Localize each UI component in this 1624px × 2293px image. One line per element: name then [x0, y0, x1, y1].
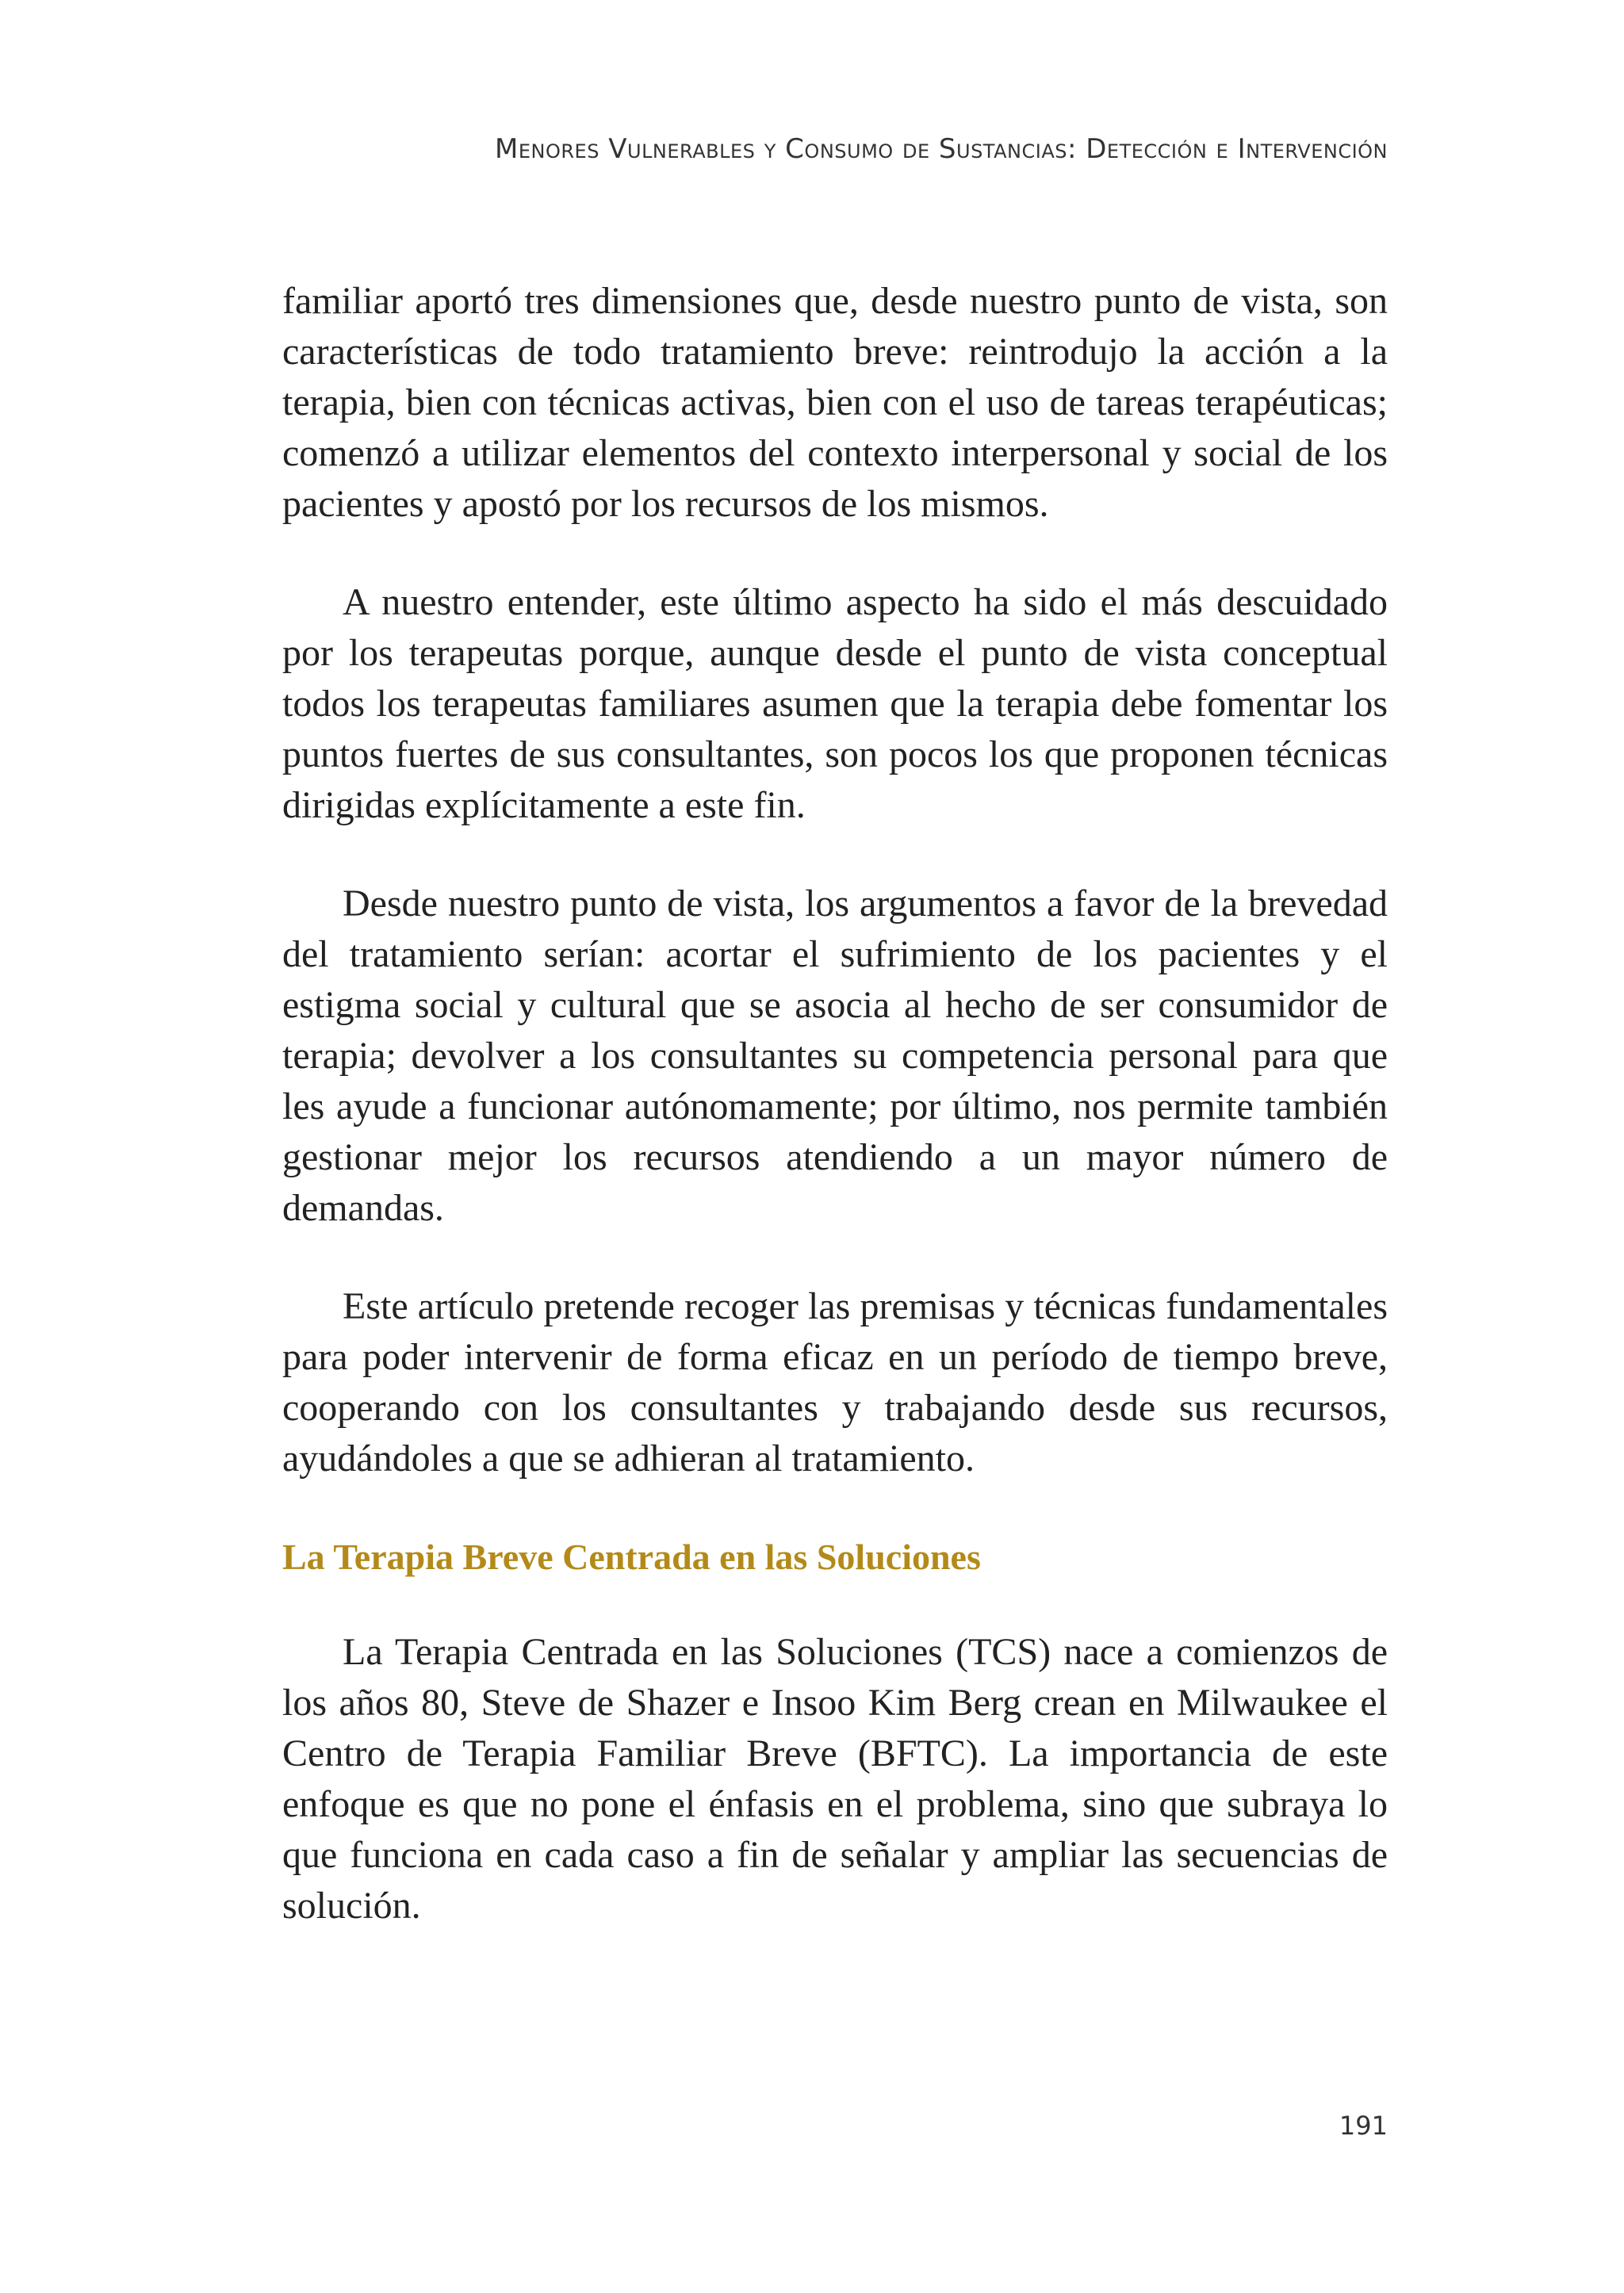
section-heading: La Terapia Breve Centrada en las Soluciones — [282, 1537, 981, 1577]
body-text — [282, 276, 1388, 1979]
paragraph-2: A nuestro entender, este último aspecto ha sido el más descuidado por los terapeutas porque, aunque desde el punto de vista conceptual todos los terapeutas familiares asumen que la terapia debe fomentar los puntos fuertes de sus consultantes, son pocos los que proponen técnicas dirigidas explícitamente a este fin. — [282, 581, 1388, 826]
page-number: 191 — [1339, 2111, 1388, 2141]
running-header: Menores Vulnerables y Consumo de Sustancias: Detección e Intervención — [495, 133, 1388, 165]
paragraph-4: Este artículo pretende recoger las premisas y técnicas fundamentales para poder intervenir de forma eficaz en un período de tiempo breve, cooperando con los consultantes y trabajando desde sus recursos, ayudándoles a que se adhieran al tratamiento. — [282, 1285, 1388, 1480]
paragraph-3: Desde nuestro punto de vista, los argumentos a favor de la brevedad del tratamiento serían: acortar el sufrimiento de los pacientes y el estigma social y cultural que se asocia al hecho de ser consumidor de terapia; devolver a los consultantes su competencia personal para que les ayude a funcionar autónomamente; por último, nos permite también gestionar mejor los recursos atendiendo a un mayor número de demandas. — [282, 882, 1388, 1229]
paragraph-1: familiar aportó tres dimensiones que, desde nuestro punto de vista, son características de todo tratamiento breve: reintrodujo la acción a la terapia, bien con técnicas activas, bien con el uso de tareas terapéuticas; comenzó a utilizar elementos del contexto interpersonal y social de los pacientes y apostó por los recursos de los mismos. — [282, 280, 1388, 525]
section-paragraph: La Terapia Centrada en las Soluciones (TCS) nace a comienzos de los años 80, Steve de Shazer e Insoo Kim Berg crean en Milwaukee el Centro de Terapia Familiar Breve (BFTC). La importancia de este enfoque es que no pone el énfasis en el problema, sino que subraya lo que funciona en cada caso a fin de señalar y ampliar las secuencias de solución. — [282, 1631, 1388, 1927]
